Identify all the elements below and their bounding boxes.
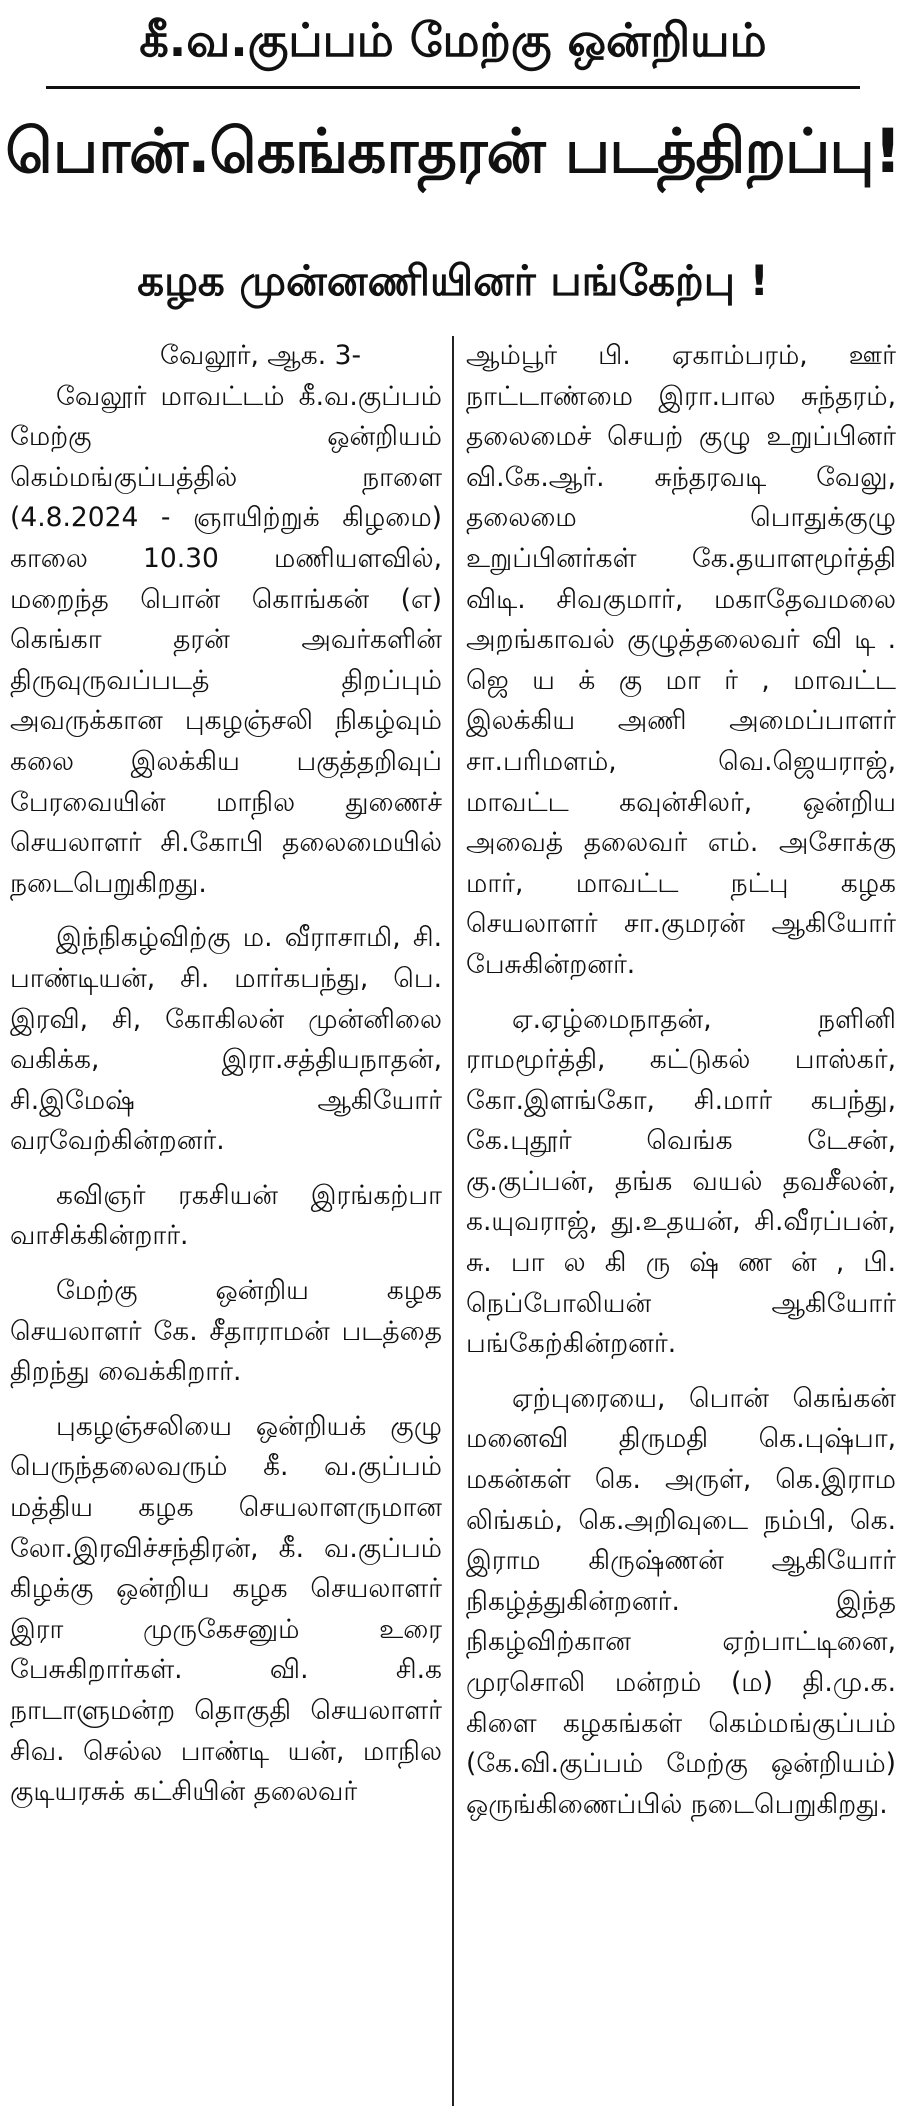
subheadline: கழக முன்னணியினர் பங்கேற்பு ! bbox=[137, 256, 769, 305]
paragraph: இந்நிகழ்விற்கு ம. வீராசாமி, சி. பாண்டியன், சி. மார்கபந்து, பெ. இரவி, சி, கோகிலன் முன்னிலை வகிக்க, இரா.சத்தியநாதன், சி.இமேஷ் ஆகியோர் வரவேற்கின்றனர். bbox=[10, 922, 442, 1157]
paragraph: வேலூர் மாவட்டம் கீ.வ.குப்பம் மேற்கு ஒன்றியம் கெம்மங்குப்பத்தில் நாளை (4.8.2024 - ஞாயிற்றுக் கிழமை) காலை 10.30 மணியளவில், மறைந்த பொன் கொங்கன் (எ) கெங்கா தரன் அவர்களின் திருவுருவப்படத் திறப்பும் அவருக்கான புகழஞ்சலி நிகழ்வும் கலை இலக்கிய பகுத்தறிவுப் பேரவையின் மாநில துணைச் செயலாளர் சி.கோபி தலைமையில் நடைபெறுகிறது. bbox=[10, 380, 442, 899]
heading-rule bbox=[46, 86, 860, 89]
dateline: வேலூர், ஆக. 3- bbox=[160, 340, 362, 371]
article-column-right bbox=[466, 336, 896, 2106]
paragraph: மேற்கு ஒன்றிய கழக செயலாளர் கே. சீதாராமன் படத்தை திறந்து வைக்கிறார். bbox=[10, 1275, 442, 1388]
headline: பொன்.கெங்காதரன் படத்திறப்பு! bbox=[5, 116, 901, 187]
paragraph: ஏற்புரையை, பொன் கெங்கன் மனைவி திருமதி கெ.புஷ்பா, மகன்கள் கெ. அருள், கெ.இராம லிங்கம், கெ.அறிவுடை நம்பி, கெ. இராம கிருஷ்ணன் ஆகியோர் நிகழ்த்துகின்றனர். இந்த நிகழ்விற்கான ஏற்பாட்டினை, முரசொலி மன்றம் (ம) தி.மு.க. கிளை கழகங்கள் கெம்மங்குப்பம் (கே.வி.குப்பம் மேற்கு ஒன்றியம்) ஒருங்கிணைப்பில் நடைபெறுகிறது. bbox=[466, 1382, 896, 1820]
article-column-left bbox=[10, 336, 442, 2106]
paragraph: ஏ.ஏழ்மைநாதன், நளினி ராமமூர்த்தி, கட்டுகல் பாஸ்கர், கோ.இளங்கோ, சி.மார் கபந்து, கே.புதூர் வெங்க டேசன், கு.குப்பன், தங்க வயல் தவசீலன், க.யுவராஜ், து.உதயன், சி.வீரப்பன், சு. பா ல கி ரு ஷ் ண ன் , பி. நெப்போலியன் ஆகியோர் பங்கேற்கின்றனர். bbox=[466, 1003, 896, 1360]
column-divider bbox=[452, 336, 454, 2106]
paragraph: கவிஞர் ரகசியன் இரங்கற்பா வாசிக்கின்றார். bbox=[10, 1179, 442, 1252]
kicker-heading: கீ.வ.குப்பம் மேற்கு ஒன்றியம் bbox=[139, 13, 767, 67]
paragraph: புகழஞ்சலியை ஒன்றியக் குழு பெருந்தலைவரும் கீ. வ.குப்பம் மத்திய கழக செயலாளருமான லோ.இரவிச்சந்திரன், கீ. வ.குப்பம் கிழக்கு ஒன்றிய கழக செயலாளர் இரா முருகேசனும் உரை பேசுகிறார்கள். வி. சி.க நாடாளுமன்ற தொகுதி செயலாளர் சிவ. செல்ல பாண்டி யன், மாநில குடியரசுக் கட்சியின் தலைவர் bbox=[10, 1410, 442, 1808]
paragraph: ஆம்பூர் பி. ஏகாம்பரம், ஊர் நாட்டாண்மை இரா.பால சுந்தரம், தலைமைச் செயற் குழு உறுப்பினர் வி.கே.ஆர். சுந்தரவடி வேலு, தலைமை பொதுக்குழு உறுப்பினர்கள் கே.தயாளமூர்த்தி விடி. சிவகுமார், மகாதேவமலை அறங்காவல் குழுத்தலைவர் வி டி . ஜெ ய க் கு மா ர் , மாவட்ட இலக்கிய அணி அமைப்பாளர் சா.பரிமளம், வெ.ஜெயராஜ், மாவட்ட கவுன்சிலர், ஒன்றிய அவைத் தலைவர் எம். அசோக்கு மார், மாவட்ட நட்பு கழக செயலாளர் சா.குமரன் ஆகியோர் பேசுகின்றனர். bbox=[466, 340, 896, 980]
